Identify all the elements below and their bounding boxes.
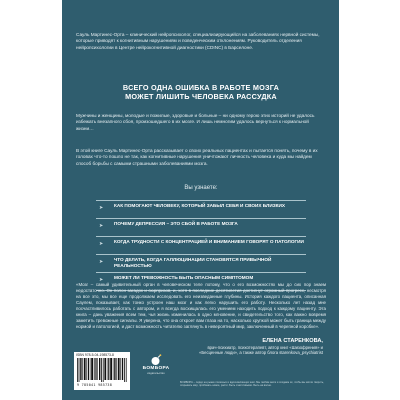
- arrow-icon: ➤: [99, 205, 104, 211]
- bomb-icon: [150, 354, 162, 366]
- list-item-text: ЧТО ДЕЛАТЬ, КОГДА ГАЛЛЮЦИНАЦИИ СТАНОВЯТСЯ ПРИВЫЧНОЙ РЕАЛЬНОСТЬЮ: [114, 257, 272, 268]
- review-quote: «Мозг – самый удивительный орган в человеческом теле потому, что о его возможностях мы до сих пор знаем недостаточно. Он полон загадок и сюрпризов, и, хотя в последние десятилетия достигнут огромный прогресс, несмотря на все это, мы все еще продолжаем исследовать его неизведанные глубины. История каждого пациента, описанная Саулем, показывает, как тонко устроен наш мозг и как легко нарушить его работу. Несколько лет назад мне посчастливилось работать с автором, и я всегда восхищалась его умением находить подход к каждому пациенту. Эта книга – дань уважения всем тем, чья жизнь изменилась в одно мгновение, и свидетельство того, как важно вовремя заметить тревожные сигналы. Я уверена, что она откроет вам глаза на то, насколько хрупкой может быть граница между нормой и патологией, и даст возможность читателю заглянуть в невероятный мир, заключенный в черепной коробке».: [76, 282, 326, 329]
- headline-line-2: МОЖЕТ ЛИШИТЬ ЧЕЛОВЕКА РАССУДКА: [125, 91, 277, 101]
- publisher-name: БОМБОРА: [142, 366, 170, 371]
- headline: [76, 84, 326, 102]
- barcode-icon: [77, 358, 127, 382]
- list-item: [96, 236, 306, 254]
- publisher-logo: [138, 354, 174, 384]
- arrow-icon: ➤: [99, 241, 104, 247]
- barcode-panel: [74, 352, 130, 390]
- list-item-text: КОГДА ТРУДНОСТИ С КОНЦЕНТРАЦИЕЙ И ВНИМАНИЕМ ГОВОРЯТ О ПАТОЛОГИИ: [114, 239, 304, 244]
- list-item-text: МОЖЕТ ЛИ ТРЕВОЖНОСТЬ БЫТЬ ОПАСНЫМ СИМПТОМОМ: [114, 275, 254, 280]
- arrow-icon: ➤: [99, 277, 104, 283]
- list-item-text: ПОЧЕМУ ДЕПРЕССИЯ – ЭТО СБОЙ В РАБОТЕ МОЗГА: [114, 221, 238, 226]
- arrow-icon: ➤: [99, 223, 104, 229]
- barcode-digits: 9 785041 985738: [77, 383, 113, 387]
- learn-list: [96, 200, 306, 291]
- back-cover: [62, 0, 339, 400]
- learn-heading: Вы узнаете:: [184, 185, 218, 191]
- list-item-text: КАК ПОМОГАЮТ ЧЕЛОВЕКУ, КОТОРЫЙ ЗАБЫЛ СЕБЯ И СВОИХ БЛИЗКИХ: [114, 203, 286, 208]
- fine-print: БОМБОРА – лидер на рынке полезных и вдохновляющих книг. Мы любим книги и создаем их, чтобы вы могли творить, открывать мир, пробовать новое, расти. Быть счастливыми. Быть на волне.: [180, 380, 324, 387]
- arrow-icon: ➤: [99, 259, 104, 265]
- quote-author: [193, 338, 323, 356]
- headline-line-1: ВСЕГО ОДНА ОШИБКА В РАБОТЕ МОЗГА: [122, 83, 280, 92]
- author-intro: Сауль Мартинес-Орта – клинический нейропсихолог, специализирующийся на заболеваниях нервной системы, которые приводят к когнитивным нарушениям и поведенческим отклонениям. Руководитель отделения нейропсихологии в Центре нейрокогнитивной диагностики (CDINC) в Барселоне.: [76, 32, 320, 50]
- list-item: [96, 200, 306, 218]
- author-name: ЕЛЕНА СТАРЕНКОВА,: [262, 338, 323, 344]
- list-item: [96, 254, 306, 272]
- isbn-text: ISBN 978-5-04-198573-8: [76, 353, 114, 357]
- description-paragraph-1: Мужчины и женщины, молодые и пожилые, здоровые и больные – ни одному герою этих историй не удалось избежать внезапного сбоя, произошедшего в их мозге. И лишь немногим удалось вернуться к нормальной жизни…: [76, 113, 315, 131]
- publisher-subtitle: издательство: [147, 371, 165, 375]
- author-role: врач-психиатр, психотерапевт, автор книг «Шизофрения» и «Бесценные люди», а также автор блога starenkova_psychiatrist: [199, 345, 323, 356]
- list-item: [96, 218, 306, 236]
- description-paragraph-2: В этой книге Сауль Мартинес-Орта рассказывает о своих реальных пациентах и пытается понять, почему в их головах что-то пошло не так, как когнитивные нарушения уничтожают личность человека и куда мы найдем способ борьбы с самыми страшными заболеваниями мозга.: [76, 148, 318, 166]
